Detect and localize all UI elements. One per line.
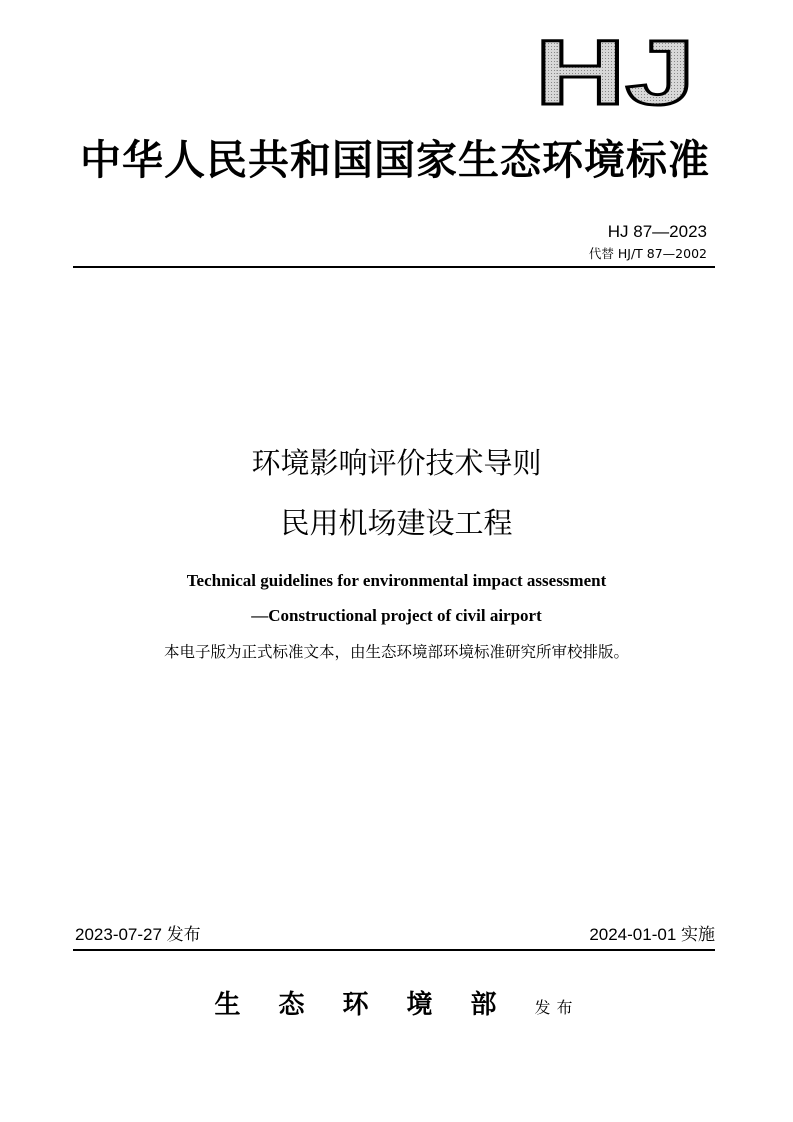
footer-divider: [73, 949, 715, 951]
replaced-standard: 代替 HJ/T 87—2002: [588, 246, 707, 261]
hj-logo: [530, 28, 700, 118]
publish-label: 发布: [534, 998, 579, 1017]
implementation-date: 2024-01-01 实施: [589, 925, 715, 944]
title-line-1: 环境影响评价技术导则: [251, 446, 542, 480]
english-title-line-2: —Constructional project of civil airport: [251, 606, 542, 625]
issue-date: 2023-07-27 发布: [75, 925, 201, 944]
english-title-line-1: Technical guidelines for environmental impact assessment: [186, 571, 607, 590]
national-standard-title: 中华人民共和国国家生态环境标准: [80, 136, 710, 184]
title-line-2: 民用机场建设工程: [280, 506, 513, 540]
publisher-name: 生态环境部: [214, 990, 535, 1020]
standard-code: HJ 87—2023: [607, 222, 707, 241]
svg-text:HJ: HJ: [535, 28, 695, 118]
publisher-line: [0, 988, 793, 1025]
edition-note: 本电子版为正式标准文本，由生态环境部环境标准研究所审校排版。: [163, 643, 629, 661]
header-divider: [73, 266, 715, 268]
